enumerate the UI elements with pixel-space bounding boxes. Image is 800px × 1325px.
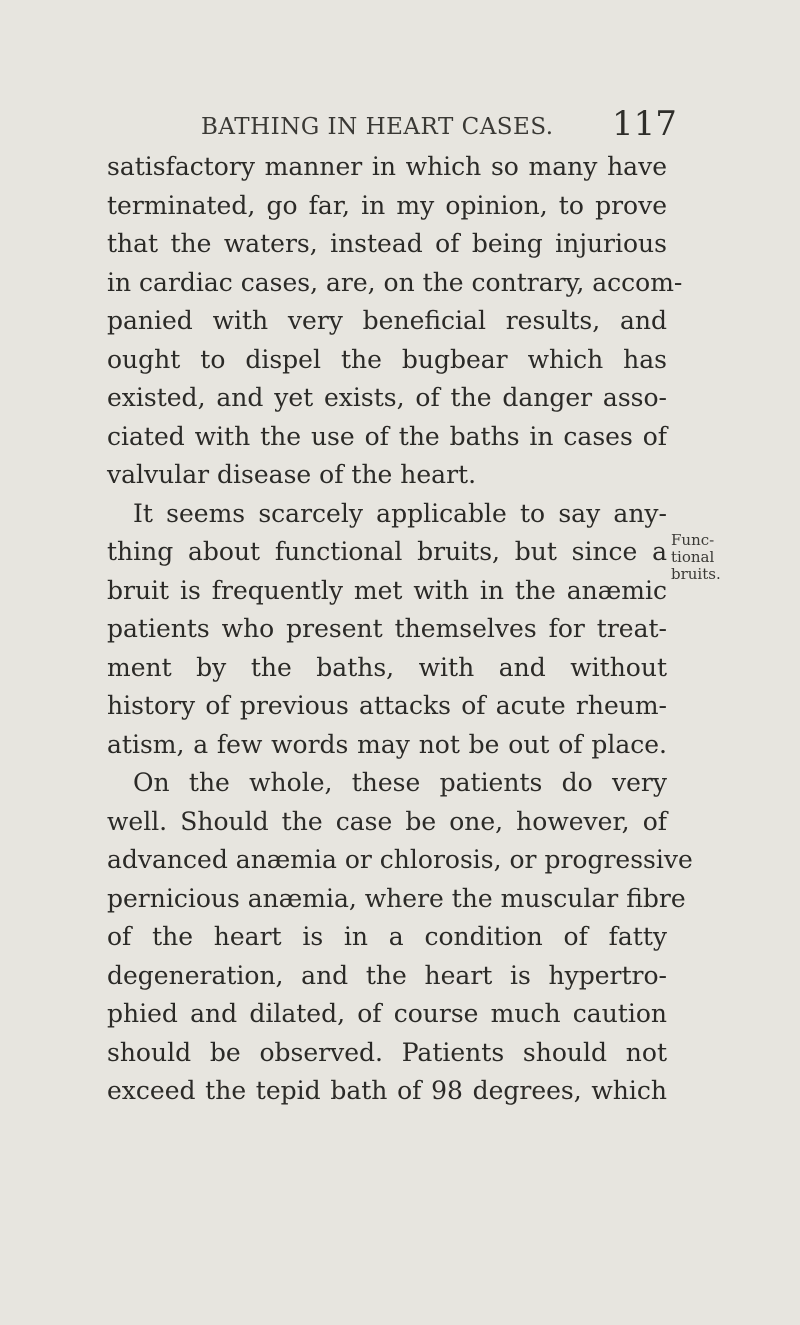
text-line: terminated, go far, in my opinion, to prove [107, 190, 667, 220]
text-line: that the waters, instead of being injurious [107, 229, 667, 258]
text-line: existed, and yet exists, of the danger asso- [107, 383, 667, 412]
page-number: 117 [612, 104, 677, 144]
running-title: BATHING IN HEART CASES. [201, 114, 554, 140]
text-line: exceed the tepid bath of 98 degrees, which [107, 1076, 667, 1105]
text-line: satisfactory manner in which so many have [107, 152, 667, 181]
text-line: valvular disease of the heart. [107, 460, 477, 489]
text-line: ought to dispel the bugbear which has [107, 344, 667, 374]
text-line: thing about functional bruits, but since a [107, 537, 667, 566]
body-text [107, 148, 693, 1111]
text-line: ciated with the use of the baths in cases of [107, 421, 667, 451]
text-line: It seems scarcely applicable to say any- [133, 498, 667, 528]
text-line: atism, a few words may not be out of place. [107, 729, 667, 759]
text-line: well. Should the case be one, however, of [107, 806, 667, 836]
text-line: should be observed. Patients should not [107, 1037, 667, 1067]
text-line: history of previous attacks of acute rheum- [107, 691, 667, 720]
text-line: in cardiac cases, are, on the contrary, accom- [107, 267, 683, 297]
marginal-note-line: bruits. [671, 565, 721, 583]
marginal-note [671, 532, 741, 583]
text-line: of the heart is in a condition of fatty [107, 922, 667, 951]
text-line: advanced anæmia or chlorosis, or progressive [107, 845, 693, 874]
text-line: On the whole, these patients do very [133, 768, 667, 797]
text-line: degeneration, and the heart is hypertro- [107, 960, 667, 990]
marginal-note-line: tional [671, 548, 715, 566]
text-line: ment by the baths, with and without [107, 652, 667, 682]
text-line: bruit is frequently met with in the anæmic [107, 575, 667, 605]
text-line: pernicious anæmia, where the muscular fibre [107, 883, 686, 913]
text-line: patients who present themselves for treat- [107, 614, 667, 643]
marginal-note-line: Func- [671, 531, 715, 549]
text-line: phied and dilated, of course much caution [107, 999, 667, 1028]
text-line: panied with very beneficial results, and [107, 306, 667, 335]
